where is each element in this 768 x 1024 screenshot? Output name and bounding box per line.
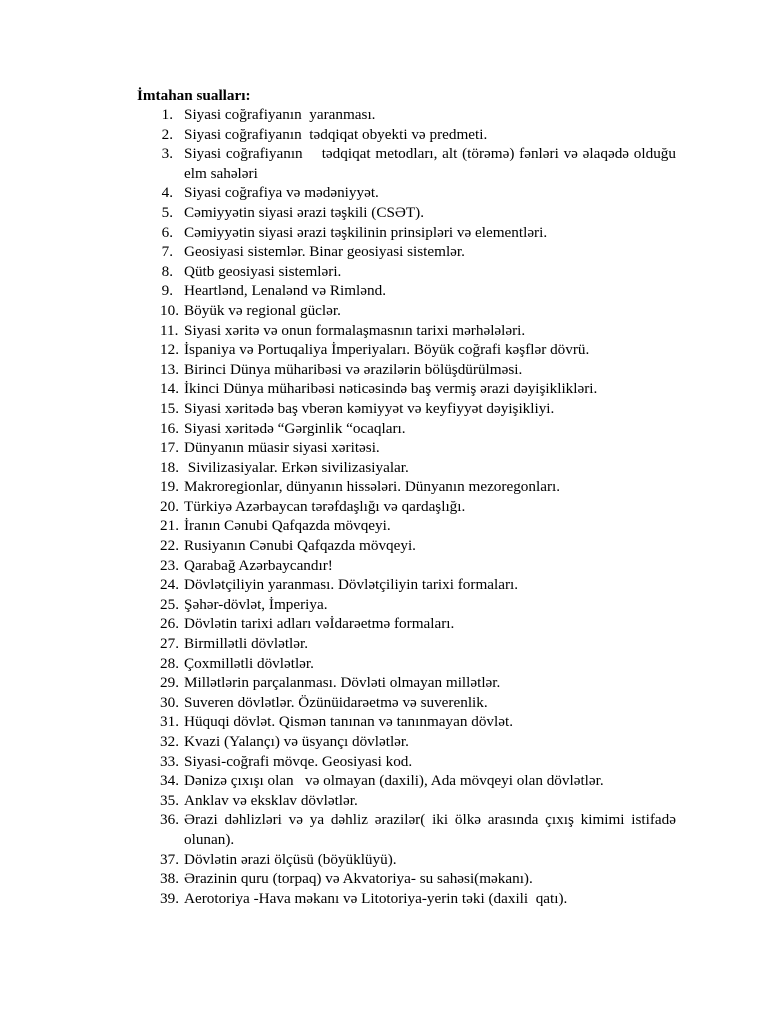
question-item: [137, 595, 676, 615]
question-item: [137, 438, 676, 458]
question-text: Siyasi coğrafiyanın tədqiqat metodları, alt (törəmə) fənləri və əlaqədə olduğu elm sahələri: [184, 145, 680, 182]
question-number: 11.: [160, 321, 179, 339]
question-text: Birinci Dünya müharibəsi və ərazilərin bölüşdürülməsi.: [184, 360, 523, 378]
question-item: [137, 850, 676, 870]
question-item: [137, 752, 676, 772]
question-item: [137, 791, 676, 811]
question-item: [137, 536, 676, 556]
question-number: 33.: [160, 752, 179, 770]
question-item: [137, 223, 676, 243]
question-number: 18.: [160, 458, 179, 476]
question-text: İspaniya və Portuqaliya İmperiyaları. Böyük coğrafi kəşflər dövrü.: [184, 341, 590, 359]
question-item: [137, 458, 676, 478]
question-number: 32.: [160, 733, 179, 750]
question-number: 23.: [160, 556, 179, 574]
question-item: [137, 262, 676, 282]
question-item: [137, 654, 676, 674]
question-number: 2.: [161, 125, 173, 143]
question-text: Hüquqi dövlət. Qismən tanınan və tanınmayan dövlət.: [184, 713, 513, 731]
question-item: [137, 379, 676, 399]
question-text: Siyasi-coğrafi mövqe. Geosiyasi kod.: [184, 752, 413, 770]
question-item: [137, 869, 676, 889]
question-text: Siyasi coğrafiyanın tədqiqat obyekti və predmeti.: [184, 125, 488, 143]
question-text: Dövlətçiliyin yaranması. Dövlətçiliyin tarixi formaları.: [184, 576, 519, 594]
question-text: Qütb geosiyasi sistemləri.: [184, 262, 342, 280]
question-text: Cəmiyyətin siyasi ərazi təşkilinin prinsipləri və elementləri.: [184, 223, 548, 241]
question-item: [137, 477, 676, 497]
question-text: Siyasi xəritədə baş vberən kəmiyyət və keyfiyyət dəyişikliyi.: [184, 399, 555, 417]
question-text: Ərazi dəhlizləri və ya dəhliz ərazilər( iki ölkə arasında çıxış kimimi istifadə olunan).: [184, 811, 680, 848]
question-item: [137, 497, 676, 517]
question-text: Çoxmillətli dövlətlər.: [184, 654, 314, 672]
question-number: 14.: [160, 380, 179, 398]
question-text: İranın Cənubi Qafqazda mövqeyi.: [184, 517, 391, 535]
question-item: [137, 125, 676, 145]
question-text: Dünyanın müasir siyasi xəritəsi.: [184, 439, 380, 457]
question-text: Dövlətin tarixi adları vəİdarəetmə formaları.: [184, 615, 455, 633]
question-number: 8.: [161, 262, 173, 280]
question-number: 21.: [160, 517, 179, 535]
question-item: [137, 360, 676, 380]
question-number: 31.: [160, 713, 179, 731]
question-text: Anklav və eksklav dövlətlər.: [184, 791, 358, 809]
question-number: 30.: [160, 693, 179, 711]
question-text: Dənizə çıxışı olan və olmayan (daxili), Ada mövqeyi olan dövlətlər.: [184, 772, 604, 790]
question-text: Dövlətin ərazi ölçüsü (böyüklüyü).: [184, 850, 397, 868]
question-number: 5.: [161, 203, 173, 221]
question-number: 4.: [161, 184, 173, 202]
question-number: 16.: [160, 419, 179, 437]
question-text: İkinci Dünya müharibəsi nəticəsində baş vermiş ərazi dəyişiklikləri.: [184, 380, 598, 398]
question-number: 34.: [160, 772, 179, 790]
question-number: 6.: [161, 223, 173, 241]
question-item: [137, 321, 676, 341]
question-number: 25.: [160, 595, 179, 613]
question-number: 12.: [160, 341, 179, 359]
question-item: [137, 144, 680, 183]
question-number: 7.: [161, 243, 173, 261]
question-item: [137, 242, 676, 262]
question-number: 1.: [161, 106, 173, 123]
question-item: [137, 732, 676, 752]
question-item: [137, 399, 676, 419]
question-number: 19.: [160, 478, 179, 496]
question-item: [137, 634, 676, 654]
question-item: [137, 419, 676, 439]
question-number: 20.: [160, 497, 179, 515]
question-item: [137, 712, 676, 732]
question-item: [137, 183, 676, 203]
question-number: 28.: [160, 654, 179, 672]
question-text: Şəhər-dövlət, İmperiya.: [184, 595, 328, 613]
document-title: İmtahan sualları:: [137, 87, 251, 104]
question-text: Qarabağ Azərbaycandır!: [184, 556, 333, 574]
question-item: [137, 810, 680, 849]
question-item: [137, 889, 676, 909]
question-item: [137, 614, 676, 634]
question-number: 29.: [160, 674, 179, 692]
question-text: Siyasi coğrafiyanın yaranması.: [184, 106, 376, 123]
question-item: [137, 771, 676, 791]
question-number: 22.: [160, 537, 179, 555]
question-number: 27.: [160, 635, 179, 653]
question-item: [137, 301, 676, 321]
question-number: 36.: [160, 811, 179, 829]
question-number: 26.: [160, 615, 179, 633]
question-text: Birmillətli dövlətlər.: [184, 635, 309, 653]
question-list: [137, 105, 680, 908]
question-number: 13.: [160, 360, 179, 378]
question-text: Sivilizasiyalar. Erkən sivilizasiyalar.: [184, 458, 409, 476]
question-text: Böyük və regional güclər.: [184, 301, 341, 319]
question-text: Makroregionlar, dünyanın hissələri. Dünyanın mezoregonları.: [184, 478, 561, 496]
question-text: Aerotoriya -Hava məkanı və Litotoriya-yerin təki (daxili qatı).: [184, 889, 568, 907]
question-number: 24.: [160, 576, 179, 594]
question-number: 37.: [160, 850, 179, 868]
question-text: Heartlənd, Lenalənd və Rimlənd.: [184, 282, 387, 300]
question-item: [137, 105, 676, 125]
question-item: [137, 693, 676, 713]
question-number: 39.: [160, 889, 179, 907]
question-number: 9.: [161, 282, 173, 300]
question-text: Kvazi (Yalançı) və üsyançı dövlətlər.: [184, 733, 409, 750]
question-text: Ərazinin quru (torpaq) və Akvatoriya- su sahəsi(məkanı).: [184, 870, 533, 888]
question-item: [137, 516, 676, 536]
question-number: 15.: [160, 399, 179, 417]
question-number: 3.: [161, 145, 173, 163]
question-item: [137, 203, 676, 223]
question-text: Siyasi coğrafiya və mədəniyyət.: [184, 184, 379, 202]
question-item: [137, 340, 676, 360]
question-text: Millətlərin parçalanması. Dövləti olmayan millətlər.: [184, 674, 501, 692]
question-text: Türkiyə Azərbaycan tərəfdaşlığı və qardaşlığı.: [184, 497, 466, 515]
question-text: Siyasi xəritə və onun formalaşmasnın tarixi mərhələləri.: [184, 321, 526, 339]
question-number: 35.: [160, 791, 179, 809]
question-number: 38.: [160, 870, 179, 888]
question-item: [137, 556, 676, 576]
question-number: 17.: [160, 439, 179, 457]
question-item: [137, 575, 676, 595]
question-text: Suveren dövlətlər. Özünüidarəetmə və suverenlik.: [184, 693, 488, 711]
question-text: Siyasi xəritədə “Gərginlik “ocaqları.: [184, 419, 406, 437]
question-text: Cəmiyyətin siyasi ərazi təşkili (CSƏT).: [184, 203, 425, 221]
question-item: [137, 673, 676, 693]
question-text: Geosiyasi sistemlər. Binar geosiyasi sistemlər.: [184, 243, 465, 261]
question-number: 10.: [160, 301, 179, 319]
question-item: [137, 281, 676, 301]
question-text: Rusiyanın Cənubi Qafqazda mövqeyi.: [184, 537, 416, 555]
